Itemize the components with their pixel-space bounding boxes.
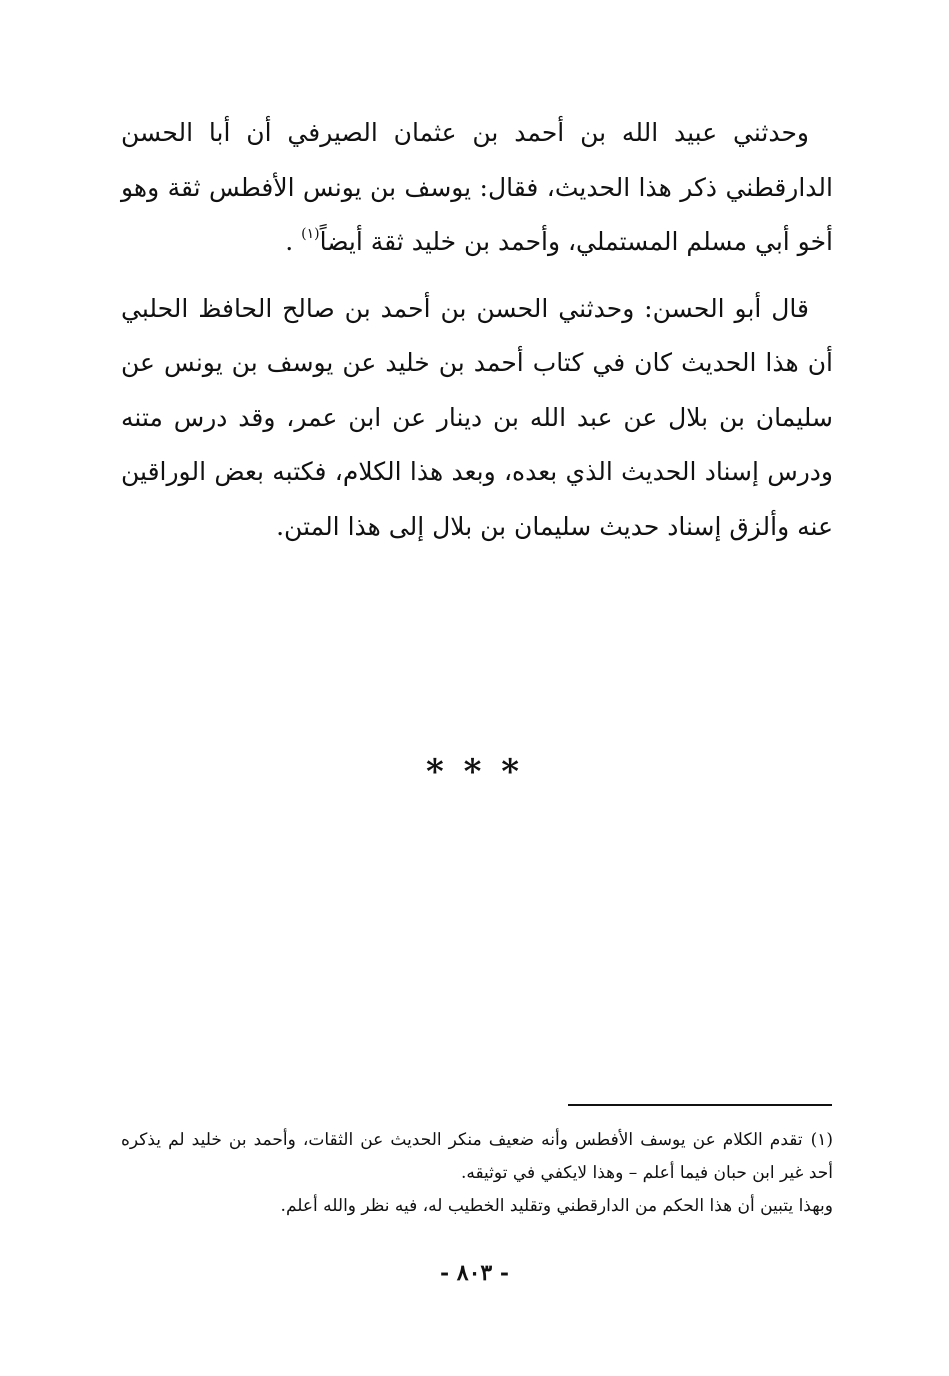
- footnotes: [121, 1124, 833, 1223]
- footnote-1-text: تقدم الكلام عن يوسف الأفطس وأنه ضعيف منكر الحديث عن الثقات، وأحمد بن خليد لم يذكره أحد غير ابن حبان فيما أعلم – وهذا لايكفي في توثيقه.: [121, 1130, 833, 1183]
- section-separator: * * *: [425, 752, 523, 792]
- paragraph-1: [121, 106, 833, 270]
- footnote-1-continuation: وبهذا يتبين أن هذا الحكم من الدارقطني وتقليد الخطيب له، فيه نظر والله أعلم.: [280, 1196, 833, 1216]
- page-number: - ٨٠٣ -: [439, 1260, 510, 1286]
- footnote-marker: (١): [810, 1130, 833, 1150]
- main-text: [121, 106, 833, 554]
- footnote-reference[interactable]: (١): [301, 226, 320, 242]
- paragraph-2: [121, 282, 833, 555]
- footnote-divider: [568, 1104, 832, 1106]
- paragraph-1-end: .: [285, 227, 302, 256]
- paragraph-2-text: قال أبو الحسن: وحدثني الحسن بن أحمد بن صالح الحافظ الحلبي أن هذا الحديث كان في كتاب أحمد بن خليد عن يوسف بن يونس عن سليمان بن بلال عن عبد الله بن دينار عن ابن عمر، وقد درس متنه ودرس إسناد الحديث الذي بعده، وبعد هذا الكلام، فكتبه بعض الوراقين عنه وألزق إسناد حديث سليمان بن بلال إلى هذا المتن.: [121, 293, 833, 541]
- paragraph-1-text: وحدثني عبيد الله بن أحمد بن عثمان الصيرفي أن أبا الحسن الدارقطني ذكر هذا الحديث، فقال: يوسف بن يونس الأفطس ثقة وهو أخو أبي مسلم المستملي، وأحمد بن خليد ثقة أيضاً: [121, 118, 833, 256]
- footnote-1: [121, 1124, 833, 1190]
